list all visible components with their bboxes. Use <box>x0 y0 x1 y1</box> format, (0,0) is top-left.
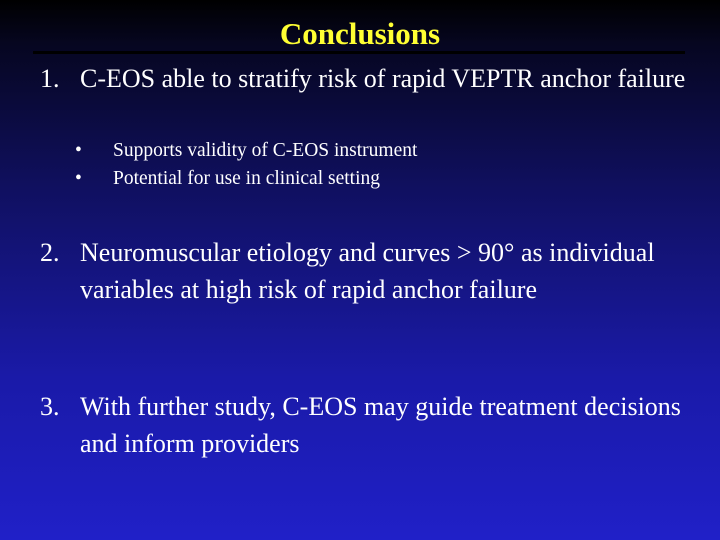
bullet-icon: • <box>75 168 82 189</box>
item-text: Neuromuscular etiology and curves > 90° as individual variables at high risk of rapid anchor failure <box>80 238 655 304</box>
item-text: C-EOS able to stratify risk of rapid VEPTR anchor failure <box>80 64 686 93</box>
sub-item <box>75 137 675 165</box>
item-number: 1. <box>40 64 60 93</box>
item-text: With further study, C-EOS may guide treatment decisions and inform providers <box>80 392 681 458</box>
slide-title: Conclusions <box>279 16 441 51</box>
sub-item-text: Supports validity of C-EOS instrument <box>113 140 418 161</box>
sub-item <box>75 165 675 193</box>
conclusion-item-1 <box>40 60 700 97</box>
sub-bullet-list <box>75 137 675 193</box>
conclusion-item-2 <box>40 234 700 308</box>
item-number: 3. <box>40 392 60 421</box>
title-underline <box>33 51 685 54</box>
conclusion-item-3 <box>40 388 700 462</box>
sub-item-text: Potential for use in clinical setting <box>113 168 380 189</box>
bullet-icon: • <box>75 140 82 161</box>
item-number: 2. <box>40 238 60 267</box>
